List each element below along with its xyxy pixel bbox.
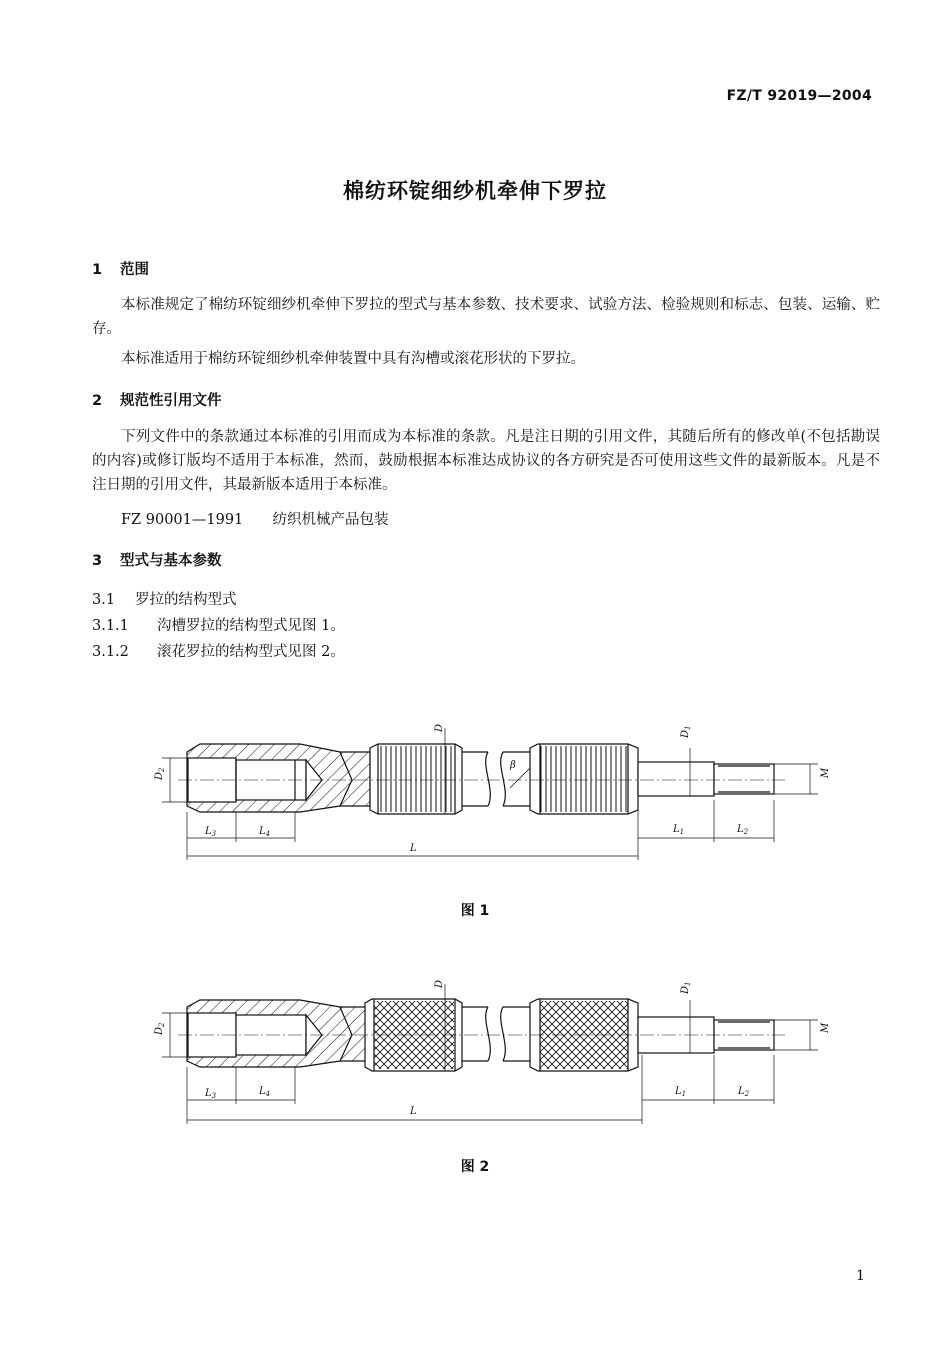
dim-label-l: L [410, 843, 417, 854]
section-number: 2 [92, 393, 103, 409]
dim-label-d2: $D_2$ [154, 767, 166, 780]
angle-label-beta: β [510, 760, 516, 771]
figure-2-drawing [0, 970, 950, 1130]
section-2-paragraph-1: 下列文件中的条款通过本标准的引用而成为本标准的条款。凡是注日期的引用文件，其随后所有的修改单(不包括勘误的内容)或修订版均不适用于本标准，然而，鼓励根据本标准达成协议的各方研究是否可使用这些文件的最新版本。凡是不注日期的引用文件，其最新版本适用于本标准。 [92, 429, 880, 493]
section-2-heading [92, 389, 222, 410]
section-1-paragraph-1: 本标准规定了棉纺环锭细纱机牵伸下罗拉的型式与基本参数、技术要求、试验方法、检验规则和标志、包装、运输、贮存。 [92, 297, 880, 337]
clause-3-1 [92, 588, 237, 609]
reference-title: 纺织机械产品包装 [272, 512, 389, 528]
standard-code: FZ/T 92019—2004 [726, 88, 872, 104]
dim-label-l4: $L_4$ [259, 1086, 271, 1098]
figure-2-caption: 图 2 [460, 1159, 490, 1175]
figure-1-caption: 图 1 [460, 903, 490, 919]
section-title: 规范性引用文件 [120, 393, 222, 409]
section-title: 型式与基本参数 [120, 553, 222, 569]
dim-label-d1: $D_1$ [680, 981, 692, 994]
clause-text: 沟槽罗拉的结构型式见图 1。 [157, 618, 345, 634]
dim-label-l2: $L_2$ [737, 824, 749, 836]
section-number: 1 [92, 262, 103, 278]
reference-code: FZ 90001—1991 [121, 512, 244, 528]
dim-label-l4: $L_4$ [259, 826, 271, 838]
dim-label-m: M [820, 767, 831, 778]
dim-label-m: M [820, 1022, 831, 1033]
dim-label-l: L [410, 1106, 417, 1117]
dim-label-d: D [434, 723, 445, 732]
document-title: 棉纺环锭细纱机牵伸下罗拉 [343, 179, 607, 203]
page-number: 1 [856, 1268, 865, 1284]
dim-label-d: D [434, 979, 445, 988]
dim-label-l2: $L_2$ [738, 1086, 750, 1098]
normative-reference [121, 508, 389, 529]
section-1-paragraph-2: 本标准适用于棉纺环锭细纱机牵伸装置中具有沟槽或滚花形状的下罗拉。 [121, 351, 585, 367]
dim-label-l3: $L_3$ [205, 1088, 217, 1100]
clause-text: 罗拉的结构型式 [135, 592, 237, 608]
dim-label-l3: $L_3$ [205, 826, 217, 838]
section-1-heading [92, 258, 149, 279]
roller-body [187, 744, 774, 814]
dim-label-d2: $D_2$ [154, 1022, 166, 1035]
clause-number: 3.1 [92, 592, 116, 608]
clause-text: 滚花罗拉的结构型式见图 2。 [157, 644, 345, 660]
dim-label-l1: $L_1$ [675, 1086, 687, 1098]
clause-3-1-1 [92, 614, 345, 635]
section-title: 范围 [120, 262, 149, 278]
dim-label-d1: $D_1$ [680, 725, 692, 738]
clause-number: 3.1.2 [92, 644, 129, 660]
clause-number: 3.1.1 [92, 618, 129, 634]
figure-1-drawing [0, 700, 950, 880]
dim-label-l1: $L_1$ [673, 824, 685, 836]
clause-3-1-2 [92, 640, 345, 661]
section-number: 3 [92, 553, 103, 569]
section-3-heading [92, 549, 222, 570]
